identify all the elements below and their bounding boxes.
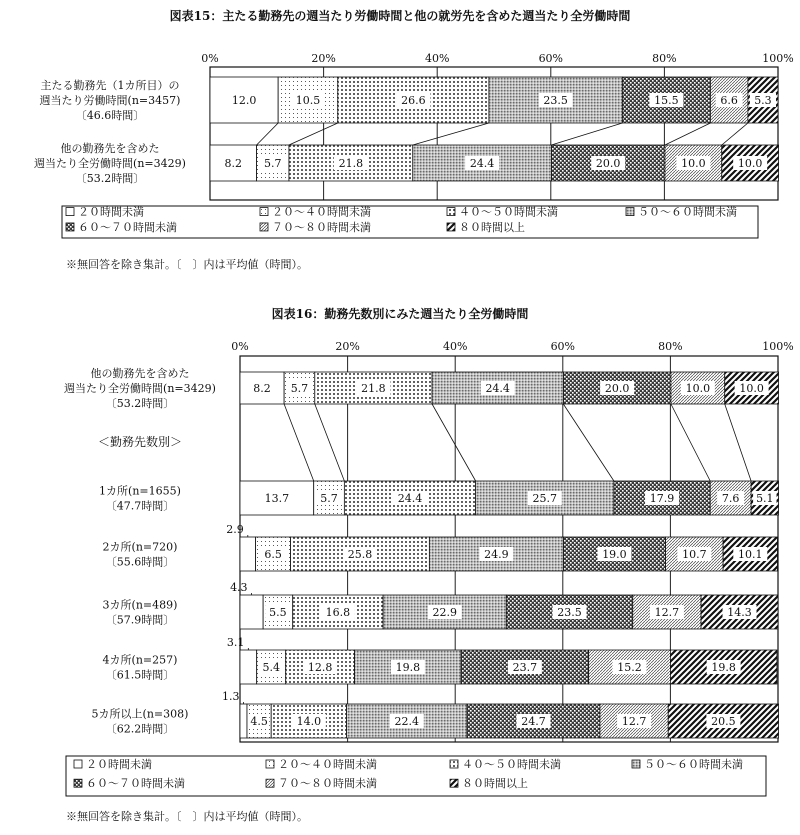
value-label: 23.5 — [543, 94, 568, 107]
row-label: 週当たり労働時間(n=3457) — [39, 94, 181, 107]
value-label: 10.0 — [739, 382, 764, 395]
legend-entry: ４０～５０時間未満 — [462, 758, 561, 771]
legend-entry: ５０～６０時間未満 — [644, 758, 743, 771]
bar-segment — [240, 537, 256, 571]
value-label: 8.2 — [224, 157, 243, 170]
row-label: 2カ所(n=720) — [102, 540, 178, 554]
legend-swatch — [66, 208, 74, 216]
row-label: 〔62.2時間〕 — [105, 722, 175, 736]
legend-swatch — [450, 760, 458, 768]
row-label: 〔46.6時間〕 — [75, 109, 145, 122]
value-label: 16.8 — [325, 606, 351, 619]
value-label: 3.1 — [226, 636, 245, 649]
connector-line — [284, 404, 314, 481]
value-label: 17.9 — [649, 492, 675, 505]
row-label: 5カ所以上(n=308) — [91, 707, 189, 721]
value-label: 5.3 — [754, 94, 772, 107]
row-label: 他の勤務先を含めた — [90, 367, 190, 380]
x-tick-label: 80% — [652, 52, 677, 65]
legend-entry: ４０～５０時間未満 — [459, 205, 558, 219]
connector-line — [722, 123, 748, 145]
legend-entry: ８０時間以上 — [462, 777, 528, 791]
value-label: 4.5 — [250, 715, 268, 728]
legend-swatch — [66, 223, 74, 231]
connector-line — [315, 404, 345, 481]
chart-title: 図表16：勤務先数別にみた週当たり全労働時間 — [271, 307, 529, 321]
value-label: 19.0 — [602, 548, 627, 561]
row-label: 3カ所(n=489) — [102, 598, 178, 612]
legend-entry: ７０～８０時間未満 — [278, 777, 377, 791]
value-label: 1.3 — [221, 690, 240, 703]
legend-swatch — [632, 760, 640, 768]
legend-swatch — [260, 223, 268, 231]
value-label: 24.4 — [469, 157, 495, 170]
x-tick-label: 100% — [762, 52, 794, 65]
connector-line — [665, 123, 710, 145]
value-label: 14.3 — [727, 606, 752, 619]
legend-entry: ２０時間未満 — [86, 758, 152, 771]
value-label: 15.5 — [654, 94, 679, 107]
row-label: 〔53.2時間〕 — [75, 172, 145, 185]
legend-entry: ５０～６０時間未満 — [638, 205, 737, 219]
connector-line — [725, 404, 751, 481]
value-label: 12.8 — [307, 661, 333, 674]
value-label: 10.0 — [737, 157, 763, 170]
value-label: 13.7 — [264, 492, 290, 505]
value-label: 6.6 — [720, 94, 738, 107]
x-tick-label: 100% — [762, 340, 794, 353]
value-label: 22.9 — [432, 606, 457, 619]
legend-entry: ８０時間以上 — [459, 220, 525, 234]
legend-entry: ２０時間未満 — [78, 205, 144, 219]
value-label: 5.4 — [262, 661, 280, 674]
value-label: 5.7 — [320, 492, 338, 505]
row-label: 他の勤務先を含めた — [60, 142, 160, 155]
value-label: 4.3 — [230, 581, 248, 594]
connector-line — [289, 123, 338, 145]
value-label: 19.8 — [711, 661, 736, 674]
value-label: 5.1 — [756, 492, 774, 505]
legend-swatch — [266, 760, 274, 768]
row-label: 4カ所(n=257) — [102, 653, 178, 667]
x-tick-label: 0% — [201, 52, 219, 65]
legend-entry: ７０～８０時間未満 — [272, 220, 371, 234]
x-tick-label: 80% — [658, 340, 683, 353]
connector-line — [551, 123, 622, 145]
row-label: 〔57.9時間〕 — [105, 613, 175, 627]
row-label: 〔47.7時間〕 — [105, 499, 175, 513]
legend-swatch — [260, 208, 268, 216]
value-label: 25.8 — [347, 548, 373, 561]
value-label: 19.8 — [395, 661, 421, 674]
chart-title: 図表15：主たる勤務先の週当たり労働時間と他の就労先を含めた週当たり全労働時間 — [169, 9, 631, 23]
value-label: 21.8 — [361, 382, 386, 395]
value-label: 12.7 — [621, 715, 647, 728]
footnote: ※無回答を除き集計。〔 〕内は平均値（時間）。 — [66, 258, 308, 271]
bar-segment — [240, 650, 257, 684]
value-label: 12.0 — [231, 94, 257, 107]
footnote: ※無回答を除き集計。〔 〕内は平均値（時間）。 — [66, 810, 308, 823]
value-label: 20.0 — [595, 157, 621, 170]
value-label: 10.0 — [681, 157, 706, 170]
value-label: 26.6 — [401, 94, 426, 107]
connector-line — [257, 123, 279, 145]
row-label: 週当たり全労働時間(n=3429) — [64, 382, 216, 395]
bar-segment — [240, 704, 247, 738]
value-label: 22.4 — [394, 715, 420, 728]
value-label: 5.5 — [269, 606, 287, 619]
value-label: 7.6 — [721, 492, 740, 505]
row-label: 〔61.5時間〕 — [105, 668, 175, 682]
row-label: 1カ所(n=1655) — [99, 484, 181, 498]
value-label: 15.2 — [617, 661, 642, 674]
value-label: 24.4 — [485, 382, 510, 395]
connector-line — [563, 404, 614, 481]
legend-swatch — [74, 760, 82, 768]
value-label: 5.7 — [290, 382, 309, 395]
connector-line — [671, 404, 710, 481]
connector-line — [432, 404, 476, 481]
value-label: 23.5 — [557, 606, 582, 619]
value-label: 10.7 — [682, 548, 707, 561]
value-label: 24.4 — [397, 492, 423, 505]
x-tick-label: 40% — [442, 340, 468, 353]
value-label: 25.7 — [532, 492, 558, 505]
value-label: 24.9 — [484, 548, 509, 561]
legend-swatch — [447, 208, 455, 216]
legend-swatch — [450, 779, 458, 787]
value-label: 20.0 — [604, 382, 630, 395]
value-label: 23.7 — [512, 661, 538, 674]
legend-swatch — [74, 779, 82, 787]
value-label: 24.7 — [521, 715, 546, 728]
value-label: 14.0 — [296, 715, 322, 728]
row-label: 〔55.6時間〕 — [105, 555, 175, 569]
row-label: 主たる勤務先（1カ所目）の — [40, 79, 180, 92]
x-tick-label: 60% — [550, 340, 576, 353]
value-label: 20.5 — [711, 715, 736, 728]
value-label: 10.0 — [685, 382, 711, 395]
group-heading: ＜勤務先数別＞ — [97, 435, 183, 449]
legend-swatch — [447, 223, 455, 231]
legend-entry: ２０～４０時間未満 — [272, 205, 371, 219]
legend-entry: ６０～７０時間未満 — [78, 220, 177, 234]
bar-segment — [240, 595, 263, 629]
connector-line — [413, 123, 489, 145]
legend-swatch — [626, 208, 634, 216]
row-label: 〔53.2時間〕 — [105, 397, 175, 410]
value-label: 5.7 — [264, 157, 282, 170]
legend-entry: ６０～７０時間未満 — [86, 777, 185, 791]
x-tick-label: 20% — [335, 340, 360, 353]
value-label: 10.5 — [295, 94, 321, 107]
value-label: 12.7 — [654, 606, 680, 619]
legend-swatch — [266, 779, 274, 787]
value-label: 2.9 — [226, 523, 244, 536]
value-label: 21.8 — [338, 157, 364, 170]
x-tick-label: 60% — [538, 52, 564, 65]
legend-entry: ２０～４０時間未満 — [278, 758, 377, 771]
x-tick-label: 40% — [424, 52, 450, 65]
x-tick-label: 20% — [311, 52, 336, 65]
row-label: 週当たり全労働時間(n=3429) — [34, 157, 186, 170]
value-label: 6.5 — [264, 548, 282, 561]
x-tick-label: 0% — [231, 340, 249, 353]
value-label: 8.2 — [253, 382, 271, 395]
value-label: 10.1 — [738, 548, 763, 561]
